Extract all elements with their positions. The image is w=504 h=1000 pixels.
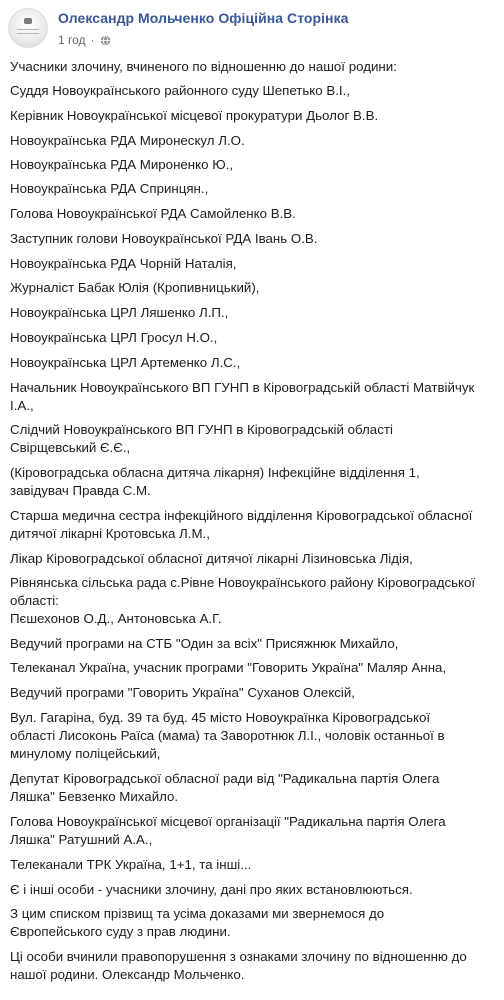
post-timestamp[interactable]: 1 год (58, 33, 86, 47)
post-text-line: Новоукраїнська РДА Спринцян., (10, 181, 209, 196)
post-text-line: області: (10, 593, 59, 608)
post-text-line: З цим списком прізвищ та усіма доказами ми звернемося до (10, 906, 385, 921)
post-text-line: Новоукраїнська РДА Миронескул Л.О. (10, 133, 245, 148)
post-text-line: Голова Новоукраїнської РДА Самойленко В.В. (10, 206, 296, 221)
post-text-line: Голова Новоукраїнської місцевої організації "Радикальна партія Олега (10, 814, 446, 829)
post-text-line: Слідчий Новоукраїнського ВП ГУНП в Кіровоградській області (10, 422, 393, 437)
post-text-line: Керівник Новоукраїнської місцевої прокуратури Дьолог В.В. (10, 108, 379, 123)
post-text-line: Рівнянська сільська рада с.Рівне Новоукраїнського району Кіровоградської (10, 575, 476, 590)
post-text-line: нашої родини. Олександр Мольченко. (10, 967, 245, 982)
post-text-line: Новоукраїнська ЦРЛ Артеменко Л.С., (10, 355, 241, 370)
meta-separator: · (90, 33, 95, 47)
post-text-line: завідувач Правда С.М. (10, 483, 151, 498)
post-text-line: Лікар Кіровоградської обласної дитячої лікарні Лізиновська Лідія, (10, 551, 413, 566)
post-text-line: Учасники злочину, вчиненого по відношенню до нашої родини: (10, 59, 397, 74)
post-text-line: І.А., (10, 398, 34, 413)
avatar-detail-line (17, 33, 39, 34)
post-text-line: Новоукраїнська РДА Чорній Наталія, (10, 256, 237, 271)
post-text-line: Журналіст Бабак Юлія (Кропивницький), (10, 280, 260, 295)
post-text-line: минулому поліцейський, (10, 746, 161, 761)
post-text-line: Європейського суду з прав людини. (10, 924, 231, 939)
post-text-line: Новоукраїнська РДА Мироненко Ю., (10, 157, 234, 172)
page-name-link[interactable]: Олександр Мольченко Офіційна Сторінка (58, 10, 349, 26)
post-text-line: дитячої лікарні Кротовська Л.М., (10, 526, 210, 541)
post-text-line: Ці особи вчинили правопорушення з ознаками злочину по відношенню до (10, 949, 467, 964)
post-text-line: Новоукраїнська ЦРЛ Гросул Н.О., (10, 330, 218, 345)
post-text-line: Свірщевський Є.Є., (10, 440, 131, 455)
post-meta (58, 33, 111, 47)
post-text-line: Ляшка" Ратушний А.А., (10, 832, 153, 847)
page-avatar[interactable] (8, 8, 48, 48)
post-text-line: Начальник Новоукраїнського ВП ГУНП в Кіровоградській області Матвійчук (10, 380, 475, 395)
post-text-line: Телеканали ТРК Україна, 1+1, та інші... (10, 857, 252, 872)
post-text-line: Депутат Кіровоградської обласної ради від "Радикальна партія Олега (10, 771, 440, 786)
post-text-line: Є і інші особи - учасники злочину, дані про яких встановлюються. (10, 882, 413, 897)
post-text-line: Новоукраїнська ЦРЛ Ляшенко Л.П., (10, 305, 229, 320)
avatar-emblem-icon (24, 18, 32, 24)
post-text-line: Старша медична сестра інфекційного відділення Кіровоградської обласної (10, 508, 473, 523)
post-text-line: Вул. Гагаріна, буд. 39 та буд. 45 місто Новоукраїнка Кіровоградської (10, 710, 431, 725)
post-text-line: Ведучий програми на СТБ "Один за всіх" Присяжнюк Михайло, (10, 636, 399, 651)
avatar-detail-line (17, 29, 39, 30)
post-text-line: Ляшка" Бевзенко Михайло. (10, 789, 179, 804)
globe-icon[interactable] (100, 35, 111, 46)
post-text-line: Ведучий програми "Говорить Україна" Суханов Олексій, (10, 685, 356, 700)
post-header (0, 0, 504, 56)
post-text-line: області Лисоконь Раїса (мама) та Заворотнюк Л.І., чоловік останньої в (10, 728, 445, 743)
post-text-line: (Кіровоградська обласна дитяча лікарня) Інфекційне відділення 1, (10, 465, 420, 480)
post-text-line: Суддя Новоукраїнського районного суду Шепетько В.І., (10, 83, 351, 98)
post-text-line: Пєшехонов О.Д., Антоновська А.Г. (10, 611, 222, 626)
post-text-line: Телеканал Україна, учасник програми "Говорить Україна" Маляр Анна, (10, 660, 447, 675)
post-text-line: Заступник голови Новоукраїнської РДА Івань О.В. (10, 231, 318, 246)
